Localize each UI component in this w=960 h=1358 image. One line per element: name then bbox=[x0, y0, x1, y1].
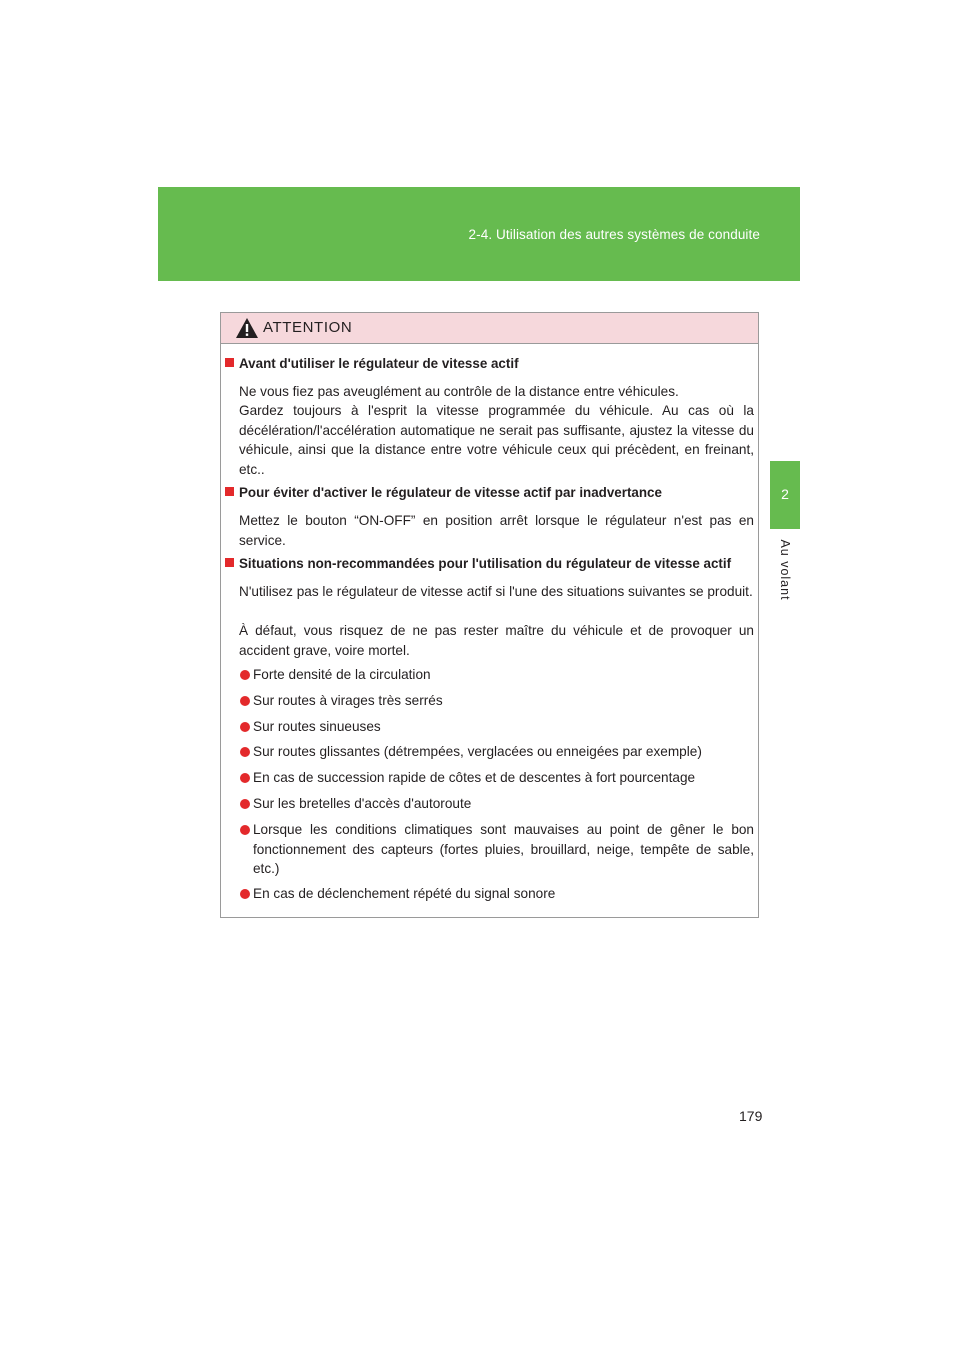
header-band bbox=[158, 187, 800, 281]
list-item-text: Sur routes à virages très serrés bbox=[253, 693, 443, 708]
list-item bbox=[239, 794, 754, 814]
list-item bbox=[239, 691, 754, 711]
section-heading bbox=[225, 556, 731, 571]
list-item bbox=[239, 884, 754, 904]
list-item-text: Forte densité de la circulation bbox=[253, 667, 431, 682]
round-bullet-icon bbox=[240, 889, 250, 899]
round-bullet-icon bbox=[240, 825, 250, 835]
section-heading-text: Situations non-recommandées pour l'utilisation du régulateur de vitesse actif bbox=[239, 556, 732, 571]
list-item-text: Sur routes glissantes (détrempées, verglacées ou enneigées par exemple) bbox=[253, 744, 702, 759]
paragraph: Mettez le bouton “ON-OFF” en position arrêt lorsque le régulateur n'est pas en service. bbox=[239, 513, 754, 548]
section-heading-text: Avant d'utiliser le régulateur de vitesse actif bbox=[239, 356, 519, 371]
chapter-tab bbox=[770, 461, 800, 529]
round-bullet-icon bbox=[240, 747, 250, 757]
chapter-number: 2 bbox=[781, 486, 789, 502]
list-item bbox=[239, 717, 754, 737]
section-title: 2-4. Utilisation des autres systèmes de conduite bbox=[468, 227, 760, 242]
list-item bbox=[239, 665, 754, 685]
list-item bbox=[239, 768, 754, 788]
list-item bbox=[239, 820, 754, 879]
paragraph: Gardez toujours à l'esprit la vitesse programmée du véhicule. Au cas où la décélération/l'accélération automatique ne serait pas suffisante, ajustez la vitesse du véhicule, ainsi que la distance entre votre véhicule ceux qui précèdent, en freinant, etc.. bbox=[239, 403, 754, 477]
round-bullet-icon bbox=[240, 696, 250, 706]
warning-box bbox=[220, 312, 759, 918]
section-heading bbox=[225, 485, 662, 500]
chapter-label: Au volant bbox=[778, 539, 792, 601]
list-item-text: Sur les bretelles d'accès d'autoroute bbox=[253, 796, 472, 811]
square-bullet-icon bbox=[225, 487, 234, 496]
list-item bbox=[239, 742, 754, 762]
warning-header bbox=[221, 313, 758, 344]
square-bullet-icon bbox=[225, 558, 234, 567]
section-heading bbox=[225, 356, 519, 371]
round-bullet-icon bbox=[240, 670, 250, 680]
list-item-text: Sur routes sinueuses bbox=[253, 719, 381, 734]
section-heading-text: Pour éviter d'activer le régulateur de vitesse actif par inadvertance bbox=[239, 485, 662, 500]
paragraph: Ne vous fiez pas aveuglément au contrôle de la distance entre véhicules. bbox=[239, 384, 679, 399]
page-number: 179 bbox=[739, 1108, 763, 1124]
warning-title: ATTENTION bbox=[263, 319, 353, 336]
list-item-text: En cas de succession rapide de côtes et de descentes à fort pourcentage bbox=[253, 770, 696, 785]
round-bullet-icon bbox=[240, 773, 250, 783]
list-item-text: En cas de déclenchement répété du signal sonore bbox=[253, 886, 556, 901]
square-bullet-icon bbox=[225, 358, 234, 367]
paragraph: À défaut, vous risquez de ne pas rester maître du véhicule et de provoquer un accident grave, voire mortel. bbox=[239, 623, 754, 658]
round-bullet-icon bbox=[240, 799, 250, 809]
paragraph: N'utilisez pas le régulateur de vitesse actif si l'une des situations suivantes se produit. bbox=[239, 584, 753, 599]
list-item-text: Lorsque les conditions climatiques sont mauvaises au point de gêner le bon fonctionnement des capteurs (fortes pluies, brouillard, neige, tempête de sable, etc.) bbox=[253, 822, 754, 876]
round-bullet-icon bbox=[240, 722, 250, 732]
warning-triangle-icon bbox=[235, 317, 259, 339]
